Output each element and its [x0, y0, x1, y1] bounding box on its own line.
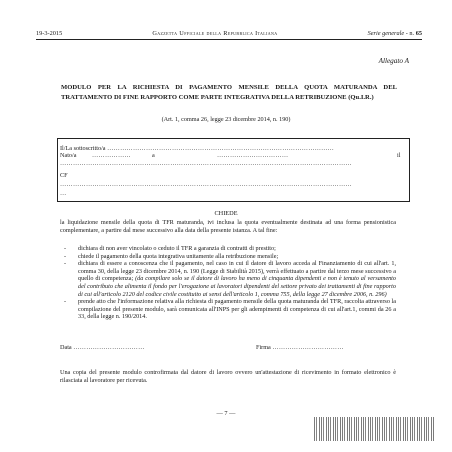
firma-label: Firma [256, 344, 271, 351]
header-number-label: - n. [405, 30, 415, 37]
nato-dots: ……………… [92, 152, 131, 159]
header-number: 65 [415, 30, 422, 37]
cf-field[interactable] [60, 172, 68, 179]
declaration-text: chiede il pagamento della quota integrativa unitamente alla retribuzione mensile; [78, 252, 279, 260]
declaration-note: (da compilare solo se il datore di lavoro ha meno di cinquanta dipendenti e non è tenuto al versamento del contributo che alimenta il fondo per l'erogazione ai lavoratori dipendenti del settore privato dei trattamenti di fine rapporto di cui all'articolo 2120 del codice civile costituito ai sensi dell'articolo 1, comma 755, della legge 27 dicembre 2006, n. 296) [78, 275, 396, 298]
cf-line[interactable] [60, 181, 406, 188]
header-series [368, 30, 422, 37]
intro-paragraph: la liquidazione mensile della quota di TFR maturanda, ivi inclusa la quota eventualmente destinata ad una forma pensionistica complementare, a partire dal mese successivo alla data della presente istanza. A tal fine: [60, 219, 396, 234]
final-note: Una copia del presente modulo controfirmata dal datore di lavoro ovvero un'attestazione di ricevimento in formato elettronico è rilasciata al lavoratore per ricevuta. [60, 369, 396, 384]
declaration-text: dichiara di non aver vincolato o ceduto il TFR a garanzia di contratti di prestito; [78, 245, 276, 252]
declaration-item [60, 298, 396, 321]
cf-label: CF [60, 172, 68, 179]
sottoscritto-dots: …………………………………………………………………………………………… [107, 145, 335, 152]
luogo-label: a [152, 152, 155, 159]
page-number: — 7 — [216, 410, 236, 417]
header-series-label: Serie generale [367, 30, 405, 37]
document-subtitle: (Art. 1, comma 26, legge 23 dicembre 2014, n. 190) [161, 116, 291, 123]
firma-field[interactable] [256, 344, 344, 351]
declaration-text: dichiara di essere a conoscenza che il pagamento, nel caso in cui il datore di lavoro acceda al Finanziamento di cui all'art. 1, comma 30, della legge 23 dicembre 2014, n. 190 (Legge di Stabilità 2015), verrà effettuato a partire dal terzo mese successivo a quello di competenza; [78, 260, 396, 283]
nato-label: Nato/a [60, 152, 77, 159]
luogo-dots: …………………………… [217, 152, 289, 159]
extra-line[interactable] [60, 160, 406, 167]
cf-line-end [60, 190, 67, 197]
sottoscritto-label: Il/La sottoscritto/a [60, 145, 106, 152]
page-header [36, 30, 422, 37]
data-dots: …………………………… [73, 344, 145, 351]
sottoscritto-field[interactable] [60, 145, 334, 152]
chiede-heading: CHIEDE [214, 210, 238, 217]
firma-dots: …………………………… [272, 344, 344, 351]
declaration-item [60, 260, 396, 298]
allegato-label: Allegato A [378, 57, 409, 65]
declaration-text: prende atto che l'informazione relativa alla richiesta di pagamento mensile della quota maturanda del TFR, raccolta attraverso la compilazione del presente modulo, sarà comunicata all'INPS per gli adempimenti di competenza di cui all'art.1, commi da 26 a 33, della legge n. 190/2014. [78, 298, 396, 321]
nato-field[interactable] [60, 152, 406, 159]
declarations-list [60, 245, 396, 321]
declaration-item [60, 245, 396, 253]
data-nascita-label: il [397, 152, 401, 159]
declaration-item [60, 253, 396, 261]
header-date: 19-3-2015 [36, 30, 63, 37]
header-divider [36, 39, 422, 40]
data-label: Data [60, 344, 72, 351]
data-field[interactable] [60, 344, 145, 351]
extra-line-dots: ……………………………………………………………………………………………………………………… [60, 160, 352, 167]
document-title: MODULO PER LA RICHIESTA DI PAGAMENTO MENSILE DELLA QUOTA MATURANDA DEL TRATTAMENTO DI FINE RAPPORTO COME PARTE INTEGRATIVA DELLA RETRIBUZIONE (Qu.I.R.) [61, 84, 397, 101]
cf-dots: ……………………………………………………………………………………………………………………… [60, 181, 352, 188]
barcode-image [314, 417, 434, 441]
header-publication: Gazzetta Ufficiale della Repubblica Italiana [152, 30, 278, 37]
cf-end-dots: … [60, 190, 67, 197]
